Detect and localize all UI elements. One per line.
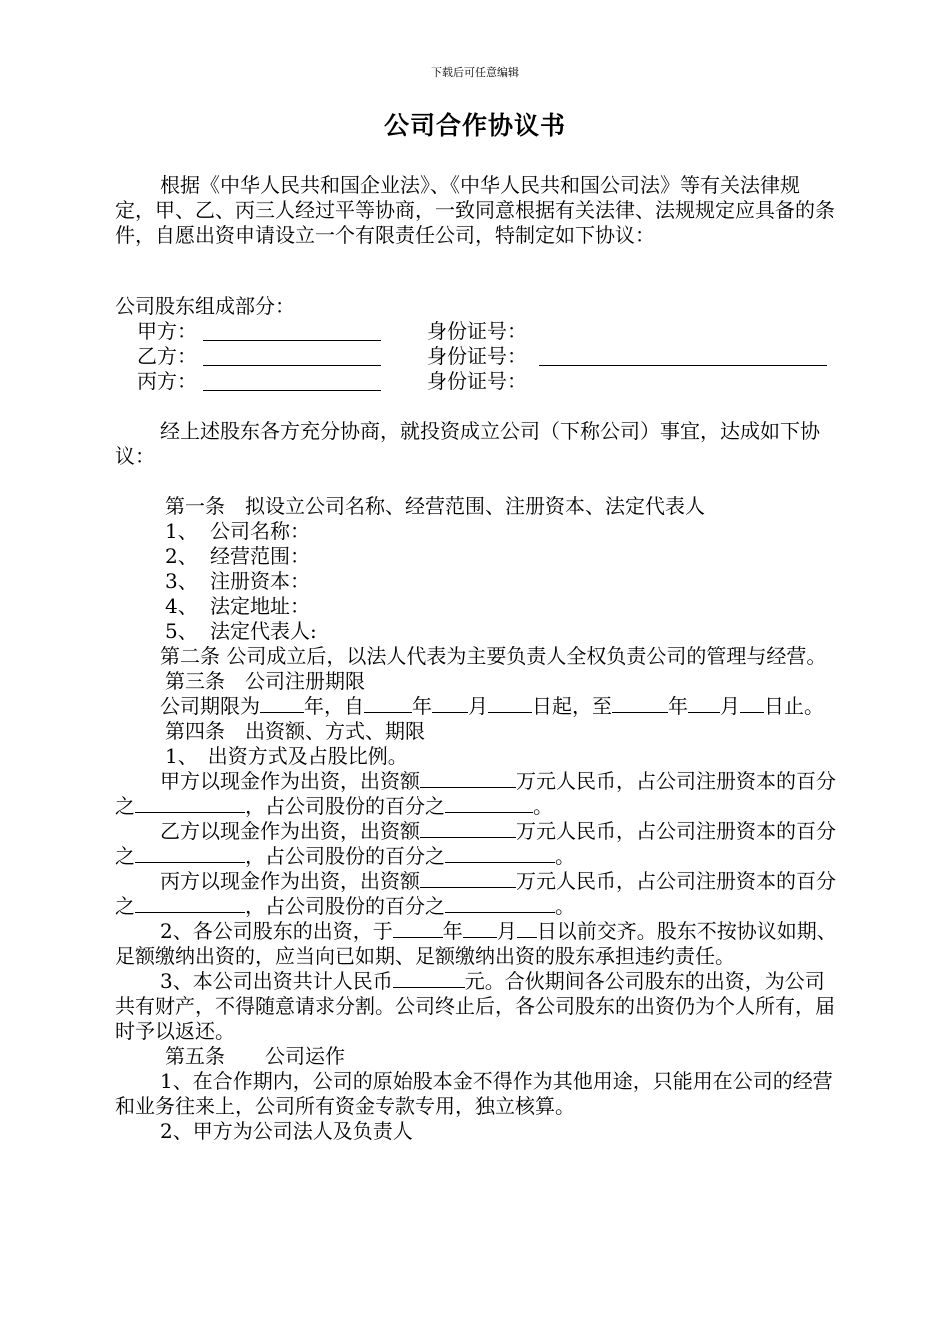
amount-blank [393, 969, 465, 988]
amount-blank [420, 769, 516, 788]
shareholder-label: 丙方： [137, 369, 197, 393]
day-blank [517, 919, 537, 938]
document-body [115, 173, 837, 1144]
id-label: 身份证号： [427, 344, 527, 368]
percent-blank [135, 844, 245, 863]
percent-blank [135, 794, 245, 813]
percent-blank [135, 894, 245, 913]
id-label: 身份证号： [427, 319, 527, 343]
article-1-item [115, 544, 837, 569]
item-number: 1、 [165, 519, 198, 543]
article-5-title: 第五条 公司运作 [165, 1044, 345, 1068]
item-text: 法定地址： [210, 594, 310, 618]
year-blank [393, 919, 443, 938]
item-text: 法定代表人: [210, 619, 317, 643]
article-4-title: 第四条 出资额、方式、期限 [165, 719, 425, 743]
shareholder-row-b [115, 344, 837, 369]
intro-paragraph: 根据《中华人民共和国企业法》、《中华人民共和国公司法》等有关法律规定，甲、乙、丙三人经过平等协商，一致同意根据有关法律、法规规定应具备的条件，自愿出资申请设立一个有限责任公司，特制定如下协议： [115, 173, 835, 247]
id-blank [539, 365, 827, 366]
item-number: 3、 [165, 569, 198, 593]
article-2-paragraph: 第二条 公司成立后，以法人代表为主要负责人全权负责公司的管理与经营。 [160, 644, 827, 668]
shareholder-label: 乙方： [137, 344, 197, 368]
item-text: 公司名称： [210, 519, 310, 543]
name-blank [203, 340, 381, 341]
item-number: 5、 [165, 619, 198, 643]
percent-blank [445, 794, 533, 813]
month-blank [432, 694, 468, 713]
article-4-item-3: 3、本公司出资共计人民币 元。合伙期间各公司股东的出资，为公司共有财产，不得随意请求分割。公司终止后，各公司股东的出资仍为个人所有，届时予以返还。 [115, 969, 835, 1043]
amount-blank [420, 819, 516, 838]
document-title: 公司合作协议书 [383, 111, 566, 140]
article-4-item-2: 2、各公司股东的出资，于 年 月 日以前交齐。股东不按协议如期、足额缴纳出资的，应当向已如期、足额缴纳出资的股东承担违约责任。 [115, 919, 837, 968]
party-c-contribution: 丙方以现金作为出资，出资额 万元人民币，占公司注册资本的百分之 ，占公司股份的百分之 。 [115, 869, 836, 918]
shareholder-label: 甲方： [137, 319, 197, 343]
day-blank [488, 694, 532, 713]
article-1-item [115, 519, 837, 544]
year-blank [612, 694, 668, 713]
article-3-title: 第三条 公司注册期限 [165, 669, 365, 693]
id-label: 身份证号： [427, 369, 527, 393]
article-3-paragraph: 公司期限为 年，自 年 月 日起，至 年 月 日止。 [160, 694, 824, 718]
shareholders-title: 公司股东组成部分： [115, 294, 295, 318]
article-4-item-1: 1、 出资方式及占股比例。 [165, 744, 408, 768]
percent-blank [445, 844, 555, 863]
day-blank [740, 694, 764, 713]
article-1-item [115, 594, 837, 619]
article-5-item-2: 2、甲方为公司法人及负责人 [160, 1119, 413, 1143]
article-1-item [115, 569, 837, 594]
header-note: 下载后可任意编辑 [431, 66, 519, 79]
name-blank [203, 365, 381, 366]
month-blank [688, 694, 720, 713]
article-5-item-1: 1、在合作期内，公司的原始股本金不得作为其他用途，只能用在公司的经营和业务往来上，公司所有资金专款专用，独立核算。 [115, 1069, 833, 1118]
party-b-contribution: 乙方以现金作为出资，出资额 万元人民币，占公司注册资本的百分之 ，占公司股份的百分之 。 [115, 819, 836, 868]
article-1-item [115, 619, 837, 644]
shareholder-row-c [115, 369, 837, 394]
shareholder-row-a [115, 319, 837, 344]
article-1-title: 第一条 拟设立公司名称、经营范围、注册资本、法定代表人 [165, 494, 705, 518]
item-number: 2、 [165, 544, 198, 568]
item-text: 注册资本： [210, 569, 310, 593]
item-text: 经营范围： [210, 544, 310, 568]
year-blank [260, 694, 304, 713]
percent-blank [445, 894, 555, 913]
item-number: 4、 [165, 594, 198, 618]
year-blank [364, 694, 412, 713]
party-a-contribution: 甲方以现金作为出资，出资额 万元人民币，占公司注册资本的百分之 ，占公司股份的百分之 。 [115, 769, 836, 818]
month-blank [463, 919, 497, 938]
consensus-paragraph: 经上述股东各方充分协商，就投资成立公司（下称公司）事宜，达成如下协议： [115, 419, 820, 468]
amount-blank [420, 869, 516, 888]
name-blank [203, 390, 381, 391]
